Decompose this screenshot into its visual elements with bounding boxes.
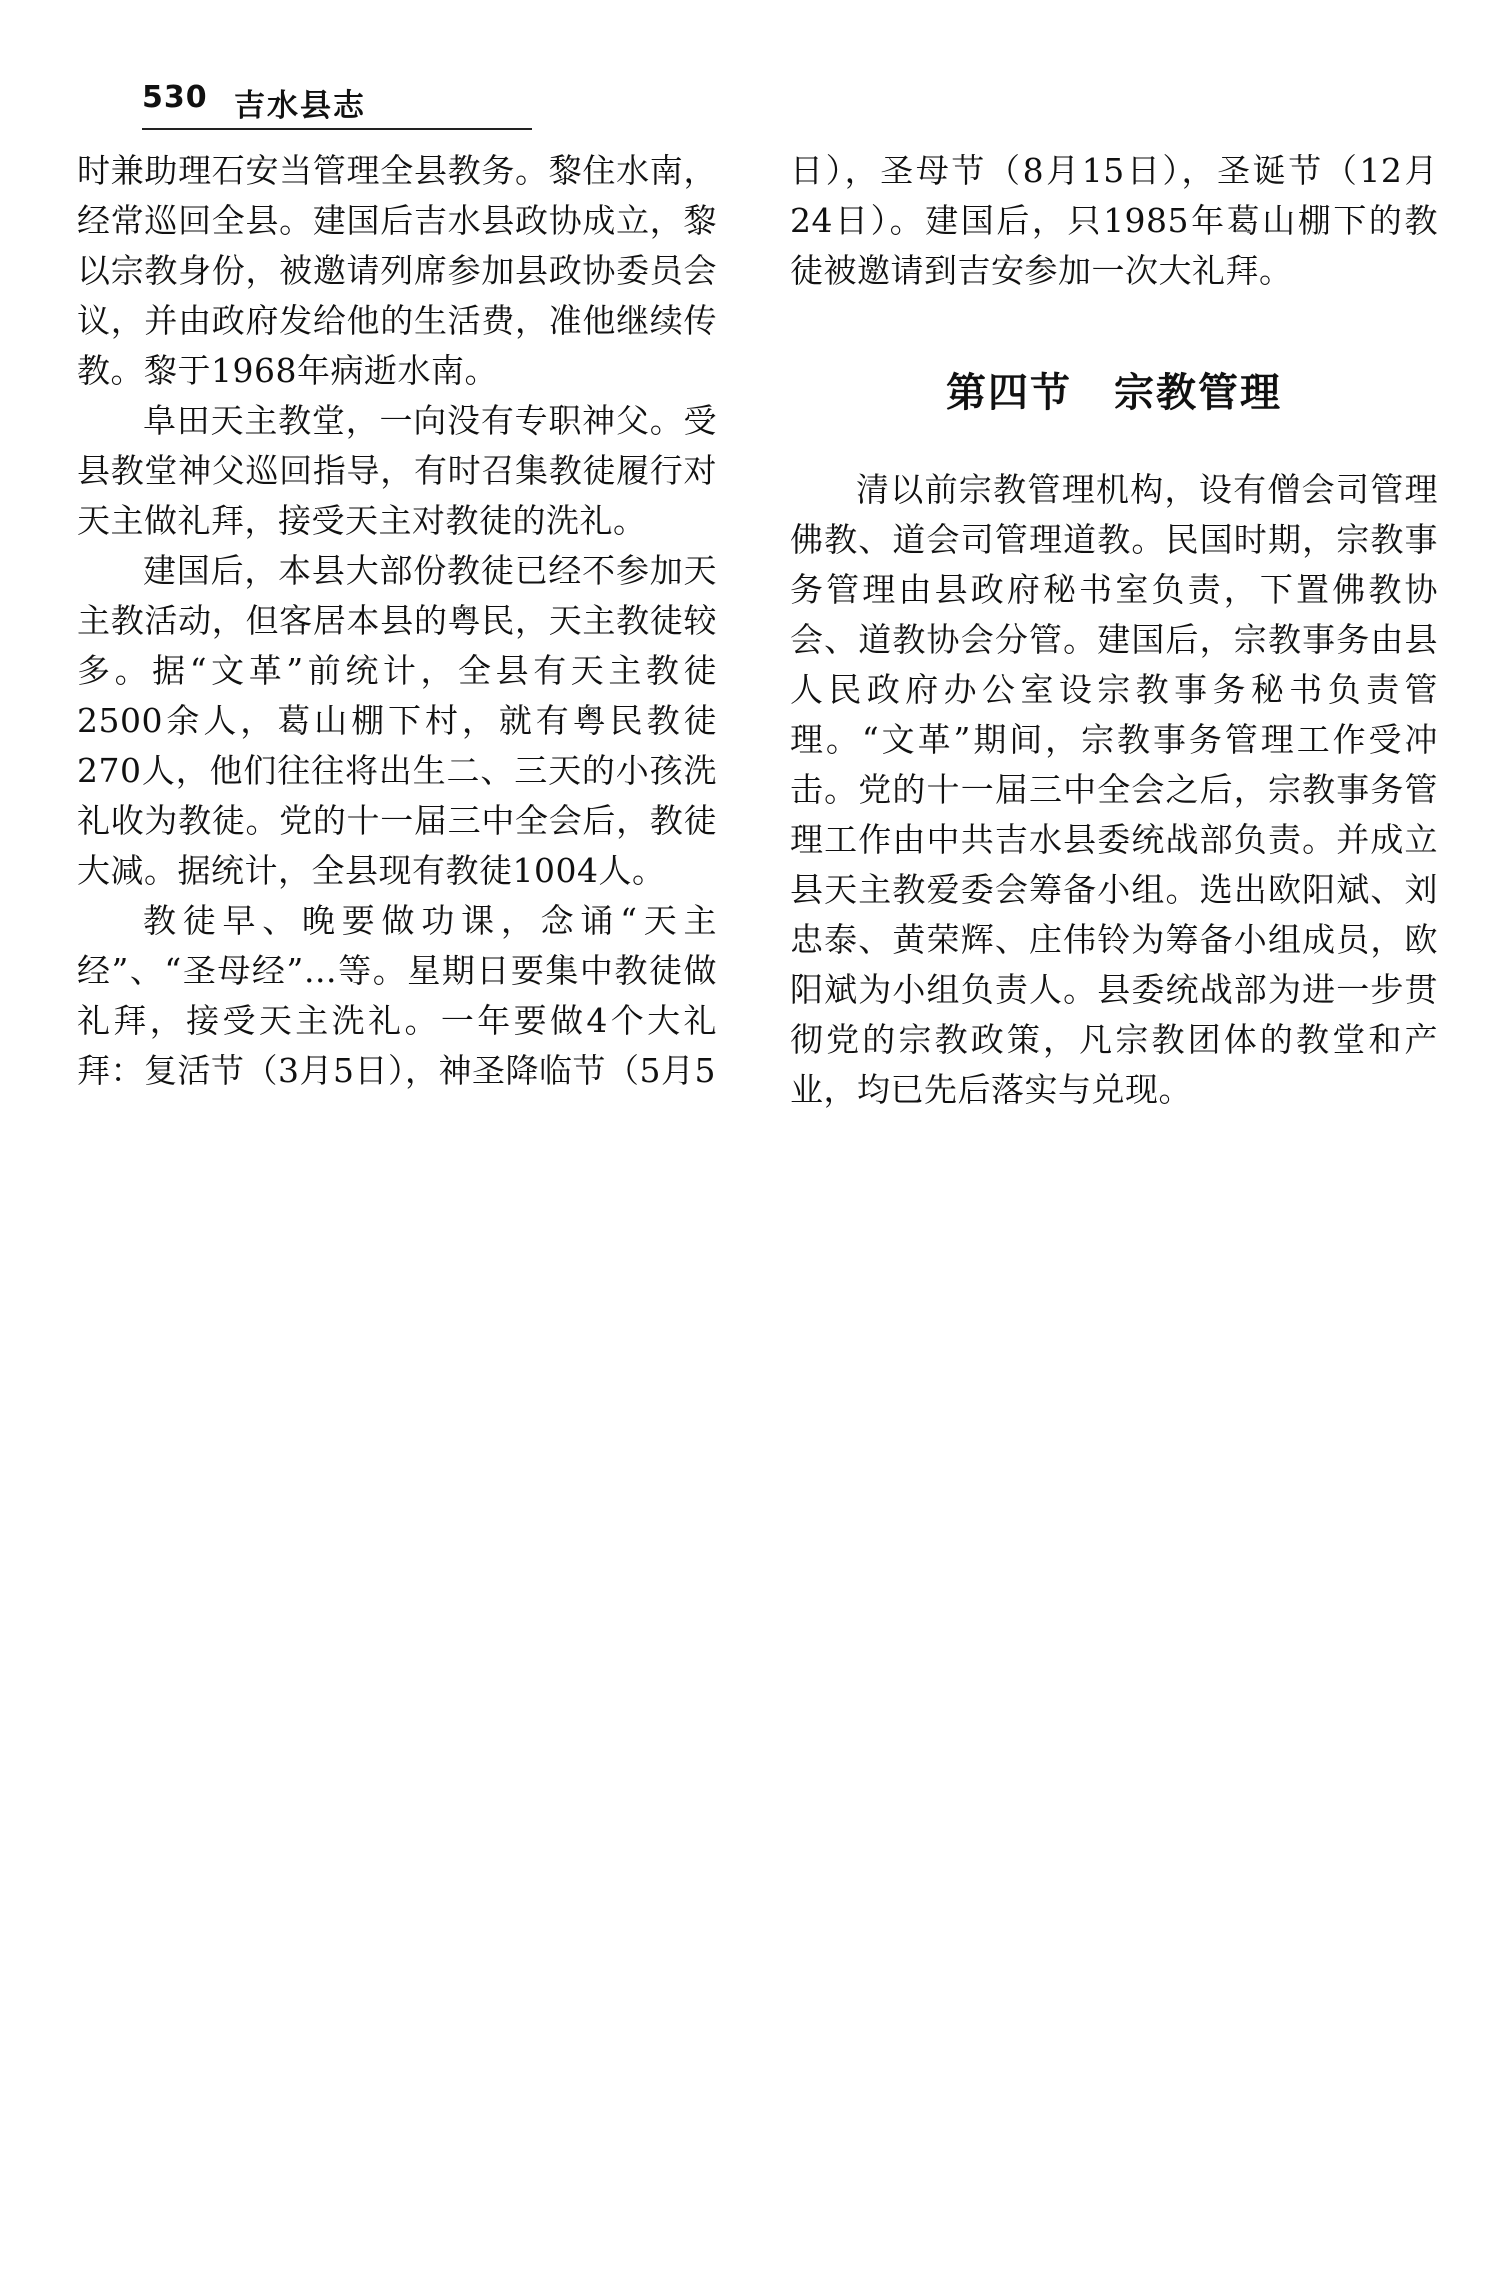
paragraph-continued-text: 时兼助理石安当管理全县教务。黎住水南，经常巡回全县。建国后吉水县政协成立，黎以宗教身份，被邀请列席参加县政协委员会议，并由政府发给他的生活费，准他继续传教。黎于1968年病逝水南。 xyxy=(77,151,717,390)
right-column xyxy=(790,146,1438,1115)
paragraph-religious-management: 清以前宗教管理机构，设有僧会司管理佛教、道会司管理道教。民国时期，宗教事务管理由县政府秘书室负责，下置佛教协会、道教协会分管。建国后，宗教事务由县人民政府办公室设宗教事务秘书负责管理。“文革”期间，宗教事务管理工作受冲击。党的十一届三中全会之后，宗教事务管理工作由中共吉水县委统战部负责。并成立县天主教爱委会筹备小组。选出欧阳斌、刘忠泰、黄荣辉、庄伟铃为筹备小组成员，欧阳斌为小组负责人。县委统战部为进一步贯彻党的宗教政策，凡宗教团体的教堂和产业，均已先后落实与兑现。 xyxy=(790,470,1438,1109)
page-number: 530 xyxy=(142,80,208,115)
paragraph-futian-church: 阜田天主教堂，一向没有专职神父。受县教堂神父巡回指导，有时召集教徒履行对天主做礼拜，接受天主对教徒的洗礼。 xyxy=(77,401,717,540)
paragraph-after-founding: 建国后，本县大部份教徒已经不参加天主教活动，但客居本县的粤民，天主教徒较多。据“文革”前统计，全县有天主教徒2500余人，葛山棚下村，就有粤民教徒270人，他们往往将出生二、三天的小孩洗礼收为教徒。党的十一届三中全会后，教徒大减。据统计，全县现有教徒1004人。 xyxy=(77,551,717,890)
paragraph-worship-practices: 教徒早、晚要做功课，念诵“天主经”、“圣母经”…等。星期日要集中教徒做礼拜，接受天主洗礼。一年要做4个大礼拜：复活节（3月5日），神圣降临节（5月5 xyxy=(77,901,717,1090)
page-header xyxy=(142,80,532,130)
section-title: 第四节 宗教管理 xyxy=(946,370,1282,416)
book-title: 吉水县志 xyxy=(234,88,366,124)
left-column xyxy=(77,146,717,1096)
paragraph-festival-continuation: 日），圣母节（8月15日），圣诞节（12月24日）。建国后，只1985年葛山棚下的教徒被邀请到吉安参加一次大礼拜。 xyxy=(790,151,1438,290)
